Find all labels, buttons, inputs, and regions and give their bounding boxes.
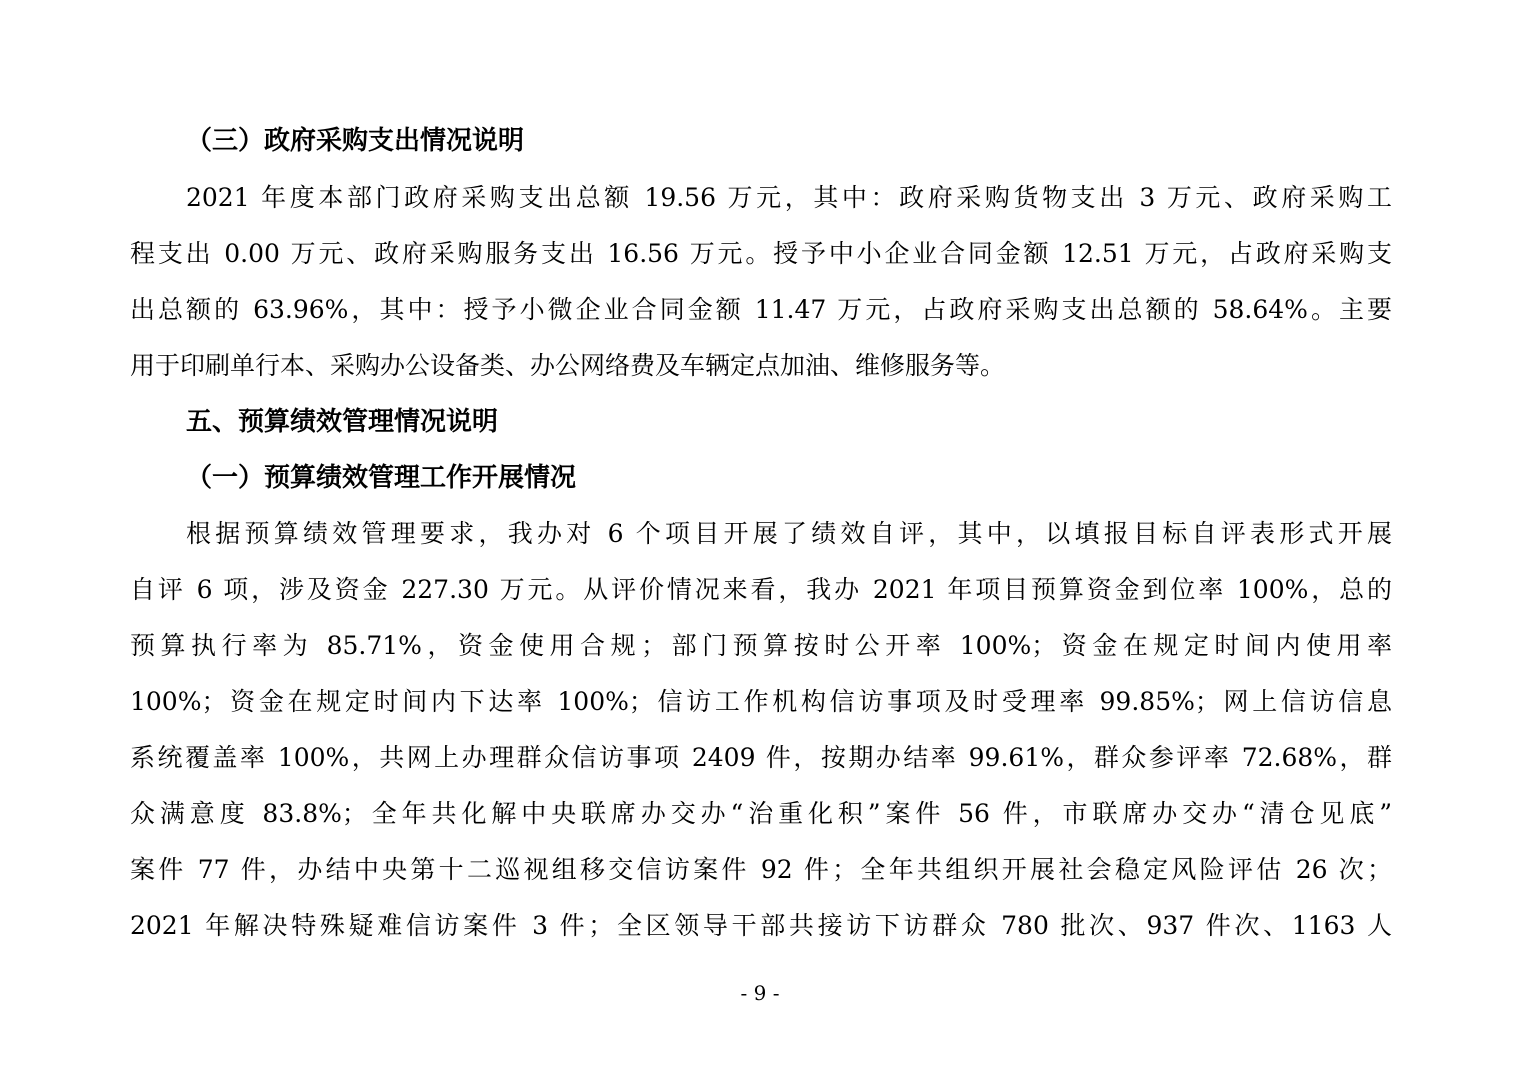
paragraph-line: 众满意度 83.8%；全年共化解中央联席办交办“治重化积”案件 56 件，市联席办交办“清仓见底” [130,799,1392,828]
paragraph-line: 系统覆盖率 100%，共网上办理群众信访事项 2409 件，按期办结率 99.61%，群众参评率 72.68%，群 [130,743,1392,772]
paragraph-line: 程支出 0.00 万元、政府采购服务支出 16.56 万元。授予中小企业合同金额 12.51 万元，占政府采购支 [130,239,1392,268]
page-number: - 9 - [740,981,780,1005]
section-heading-government-procurement: （三）政府采购支出情况说明 [186,126,525,156]
chapter-heading-performance-management: 五、预算绩效管理情况说明 [186,407,499,437]
paragraph-line: 出总额的 63.96%，其中：授予小微企业合同金额 11.47 万元，占政府采购支出总额的 58.64%。主要 [130,295,1392,324]
section-heading-performance-work: （一）预算绩效管理工作开展情况 [186,463,577,493]
paragraph-line: 预算执行率为 85.71%，资金使用合规；部门预算按时公开率 100%；资金在规定时间内使用率 [130,631,1392,660]
paragraph-line: 用于印刷单行本、采购办公设备类、办公网络费及车辆定点加油、维修服务等。 [130,351,1006,380]
paragraph-line: 2021 年解决特殊疑难信访案件 3 件；全区领导干部共接访下访群众 780 批次、937 件次、1163 人 [130,911,1392,940]
paragraph-line: 自评 6 项，涉及资金 227.30 万元。从评价情况来看，我办 2021 年项目预算资金到位率 100%，总的 [130,575,1392,604]
paragraph-line: 100%；资金在规定时间内下达率 100%；信访工作机构信访事项及时受理率 99.85%；网上信访信息 [130,687,1392,716]
paragraph-line: 2021 年度本部门政府采购支出总额 19.56 万元，其中：政府采购货物支出 3 万元、政府采购工 [186,183,1392,212]
paragraph-line: 根据预算绩效管理要求，我办对 6 个项目开展了绩效自评，其中，以填报目标自评表形式开展 [186,519,1392,548]
paragraph-line: 案件 77 件，办结中央第十二巡视组移交信访案件 92 件；全年共组织开展社会稳定风险评估 26 次； [130,855,1392,884]
